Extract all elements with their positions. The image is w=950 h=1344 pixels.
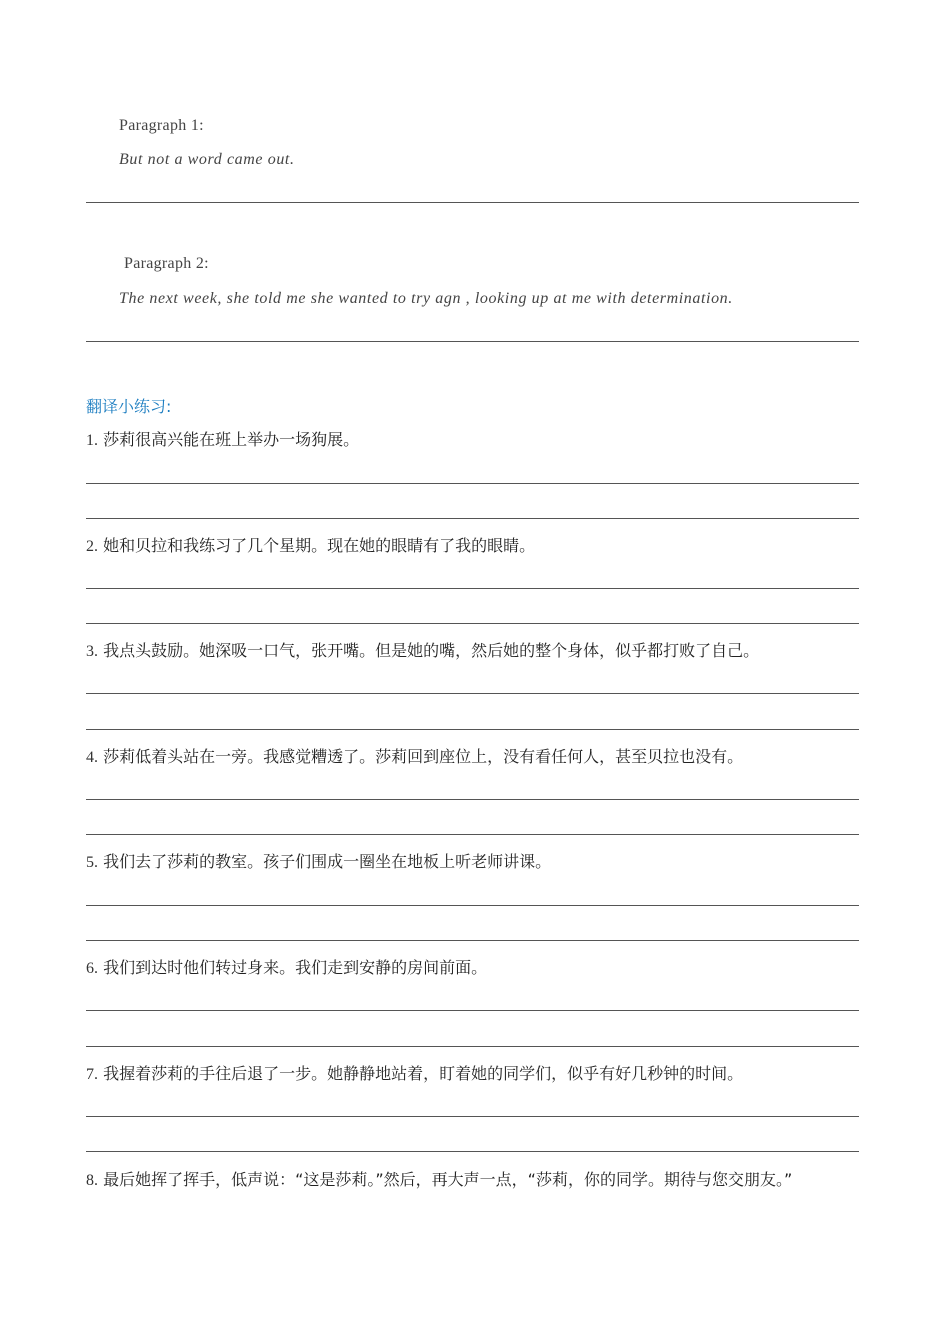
answer-line [86,483,859,484]
answer-line [86,1116,859,1117]
answer-line [86,202,859,203]
answer-line [86,588,859,589]
item-number: 3. [86,643,98,660]
paragraph-1-label: Paragraph 1: [119,117,204,134]
item-text: 我们去了莎莉的教室。孩子们围成一圈坐在地板上听老师讲课。 [103,852,552,871]
translation-item [86,949,866,988]
section-title: 翻译小练习: [86,397,172,416]
item-text: 我握着莎莉的手往后退了一步。她静静地站着，盯着她的同学们，似乎有好几秒钟的时间。 [103,1064,744,1083]
paragraph-2-text: The next week, she told me she wanted to try agn , looking up at me with determination. [119,290,733,307]
item-number: 1. [86,432,98,449]
item-number: 6. [86,960,98,977]
answer-line [86,940,859,941]
item-text: 莎莉低着头站在一旁。我感觉糟透了。莎莉回到座位上，没有看任何人，甚至贝拉也没有。 [103,747,744,766]
item-text: 她和贝拉和我练习了几个星期。现在她的眼睛有了我的眼睛。 [103,536,536,555]
item-number: 5. [86,854,98,871]
item-text: 最后她挥了挥手，低声说：“这是莎莉。”然后，再大声一点，“莎莉，你的同学。期待与您交朋友。” [103,1170,793,1189]
answer-line [86,693,859,694]
answer-line [86,518,859,519]
item-number: 4. [86,749,98,766]
item-text: 我们到达时他们转过身来。我们走到安静的房间前面。 [103,958,488,977]
answer-line [86,729,859,730]
answer-line [86,834,859,835]
answer-line [86,623,859,624]
answer-line [86,1046,859,1047]
answer-line [86,799,859,800]
translation-item [86,527,866,566]
translation-item [86,843,866,882]
answer-line [86,341,859,342]
answer-line [86,1010,859,1011]
item-text: 莎莉很高兴能在班上举办一场狗展。 [103,430,360,449]
item-number: 2. [86,538,98,555]
item-number: 8. [86,1172,98,1189]
answer-line [86,905,859,906]
translation-item [86,421,866,460]
translation-item [86,1161,866,1200]
translation-item [86,632,866,671]
paragraph-1-text: But not a word came out. [119,151,295,168]
item-text: 我点头鼓励。她深吸一口气，张开嘴。但是她的嘴，然后她的整个身体，似乎都打败了自己。 [103,641,760,660]
answer-line [86,1151,859,1152]
item-number: 7. [86,1066,98,1083]
paragraph-2-label: Paragraph 2: [124,255,209,272]
translation-item [86,1055,866,1094]
translation-item [86,738,866,777]
